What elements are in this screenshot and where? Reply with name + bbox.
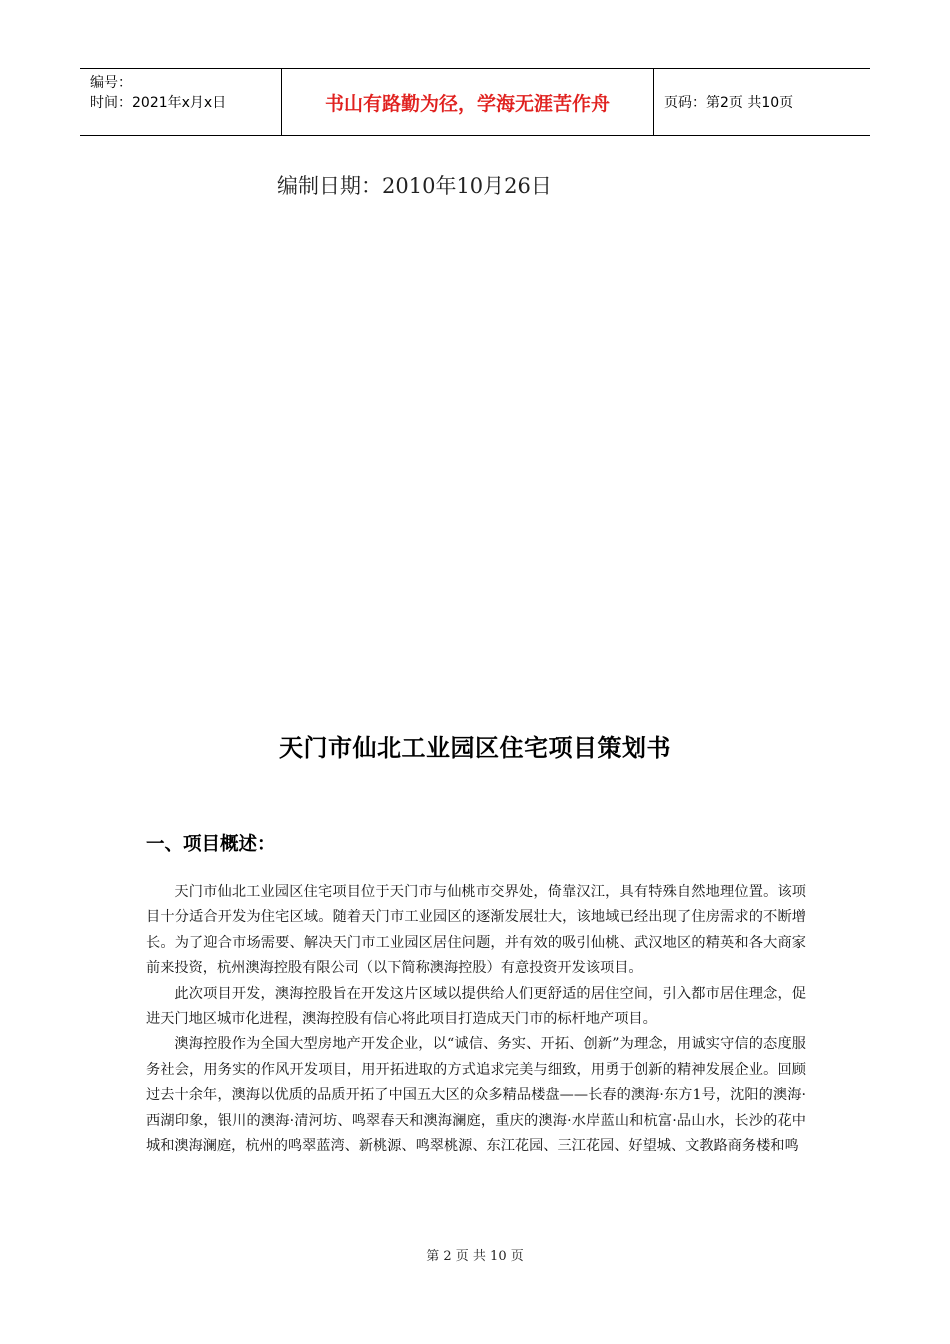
header-page-info: 页码：第2页 共10页 — [664, 95, 794, 111]
paragraph-3: 澳海控股作为全国大型房地产开发企业，以“诚信、务实、开拓、创新”为理念，用诚实守信的态度服务社会，用务实的作风开发项目，用开拓进取的方式追求完美与细致，用勇于创新的精神发展企业。回顾过去十余年，澳海以优质的品质开拓了中国五大区的众多精品楼盘——长春的澳海·东方1号，沈阳的澳海·西湖印象，银川的澳海·清河坊、鸣翠春天和澳海澜庭，重庆的澳海·水岸蓝山和杭富·品山水，长沙的花中城和澳海澜庭，杭州的鸣翠蓝湾、新桃源、鸣翠桃源、东江花园、三江花园、好望城、文教路商务楼和鸣 — [146, 1036, 806, 1155]
paragraph-2: 此次项目开发，澳海控股旨在开发这片区域以提供给人们更舒适的居住空间，引入都市居住理念，促进天门地区城市化进程，澳海控股有信心将此项目打造成天门市的标杆地产项目。 — [146, 985, 806, 1028]
header-motto: 书山有路勤为径，学海无涯苦作舟 — [281, 69, 654, 135]
header-meta — [80, 69, 281, 135]
document-title: 天门市仙北工业园区住宅项目策划书 — [279, 734, 671, 762]
page-header — [80, 68, 870, 136]
section-heading: 一、项目概述： — [146, 834, 276, 855]
section-body — [146, 880, 806, 1159]
page-footer: 第 2 页 共 10 页 — [426, 1249, 524, 1264]
document-time-label: 时间：2021年x月x日 — [90, 95, 227, 111]
compile-date: 编制日期：2010年10月26日 — [277, 174, 552, 198]
paragraph-1: 天门市仙北工业园区住宅项目位于天门市与仙桃市交界处，倚靠汉江，具有特殊自然地理位置。该项目十分适合开发为住宅区域。随着天门市工业园区的逐渐发展壮大，该地域已经出现了住房需求的不断增长。为了迎合市场需要、解决天门市工业园区居住问题，并有效的吸引仙桃、武汉地区的精英和各大商家前来投资，杭州澳海控股有限公司（以下简称澳海控股）有意投资开发该项目。 — [146, 884, 806, 977]
document-number-label: 编号： — [90, 75, 132, 91]
